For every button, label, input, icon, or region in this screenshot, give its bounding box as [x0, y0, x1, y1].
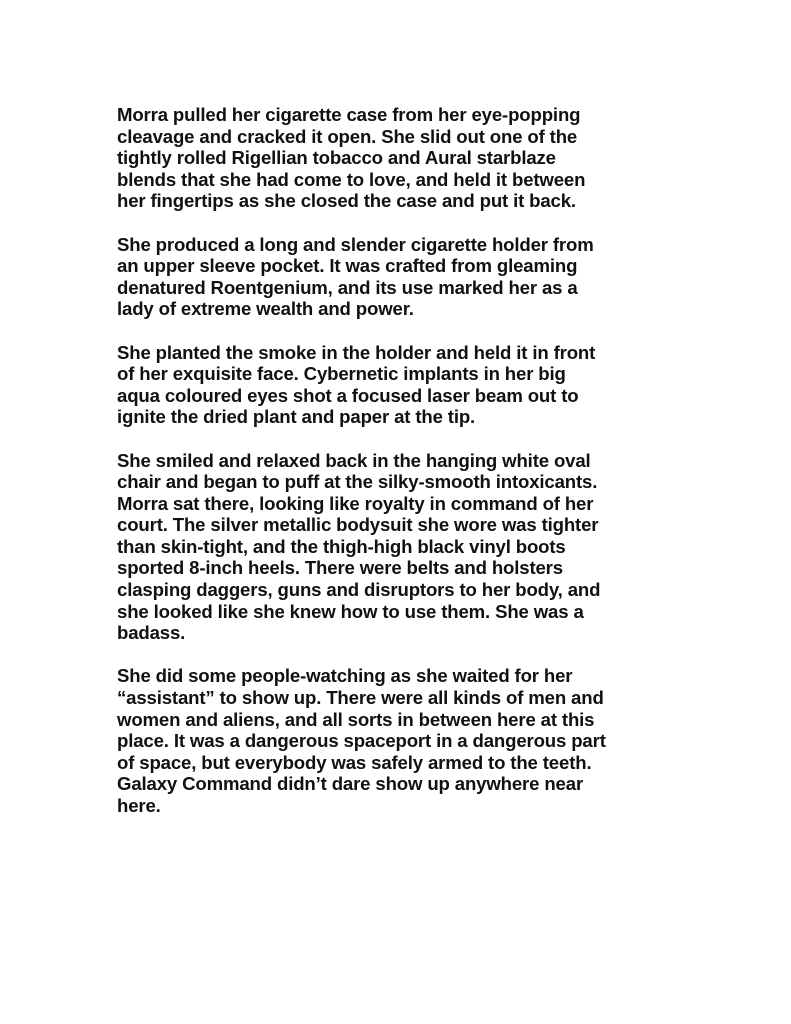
- paragraph-2: [117, 234, 737, 320]
- text-line: She produced a long and slender cigarette holder from: [117, 233, 594, 255]
- text-line: her fingertips as she closed the case and put it back.: [117, 190, 576, 212]
- text-line: ignite the dried plant and paper at the tip.: [117, 406, 476, 428]
- text-line: cleavage and cracked it open. She slid out one of the: [117, 125, 578, 147]
- text-line: place. It was a dangerous spaceport in a dangerous part: [117, 730, 606, 752]
- text-line: blends that she had come to love, and held it between: [117, 168, 586, 190]
- text-line: of space, but everybody was safely armed to the teeth.: [117, 751, 592, 773]
- text-line: “assistant” to show up. There were all kinds of men and: [117, 687, 604, 709]
- text-line: an upper sleeve pocket. It was crafted from gleaming: [117, 255, 578, 277]
- text-line: badass.: [117, 622, 186, 644]
- text-line: women and aliens, and all sorts in between here at this: [117, 708, 595, 730]
- text-line: chair and began to puff at the silky-smooth intoxicants.: [117, 471, 598, 493]
- text-line: She planted the smoke in the holder and held it in front: [117, 341, 596, 363]
- text-line: she looked like she knew how to use them. She was a: [117, 600, 584, 622]
- story-text: [117, 104, 737, 838]
- paragraph-5: [117, 665, 737, 816]
- text-line: aqua coloured eyes shot a focused laser beam out to: [117, 384, 579, 406]
- text-line: court. The silver metallic bodysuit she wore was tighter: [117, 514, 599, 536]
- text-line: Galaxy Command didn’t dare show up anywhere near: [117, 773, 584, 795]
- text-line: Morra pulled her cigarette case from her eye-popping: [117, 104, 581, 125]
- text-line: lady of extreme wealth and power.: [117, 298, 414, 320]
- text-line: She did some people-watching as she waited for her: [117, 665, 573, 687]
- paragraph-1: [117, 104, 737, 212]
- text-line: clasping daggers, guns and disruptors to her body, and: [117, 579, 601, 601]
- text-line: than skin-tight, and the thigh-high black vinyl boots: [117, 535, 566, 557]
- text-line: Morra sat there, looking like royalty in command of her: [117, 492, 594, 514]
- text-line: sported 8-inch heels. There were belts and holsters: [117, 557, 563, 579]
- text-line: tightly rolled Rigellian tobacco and Aural starblaze: [117, 147, 556, 169]
- paragraph-4: [117, 450, 737, 644]
- text-line: denatured Roentgenium, and its use marked her as a: [117, 276, 578, 298]
- text-line: here.: [117, 795, 161, 816]
- text-line: of her exquisite face. Cybernetic implants in her big: [117, 363, 566, 385]
- paragraph-3: [117, 342, 737, 428]
- text-line: She smiled and relaxed back in the hanging white oval: [117, 449, 591, 471]
